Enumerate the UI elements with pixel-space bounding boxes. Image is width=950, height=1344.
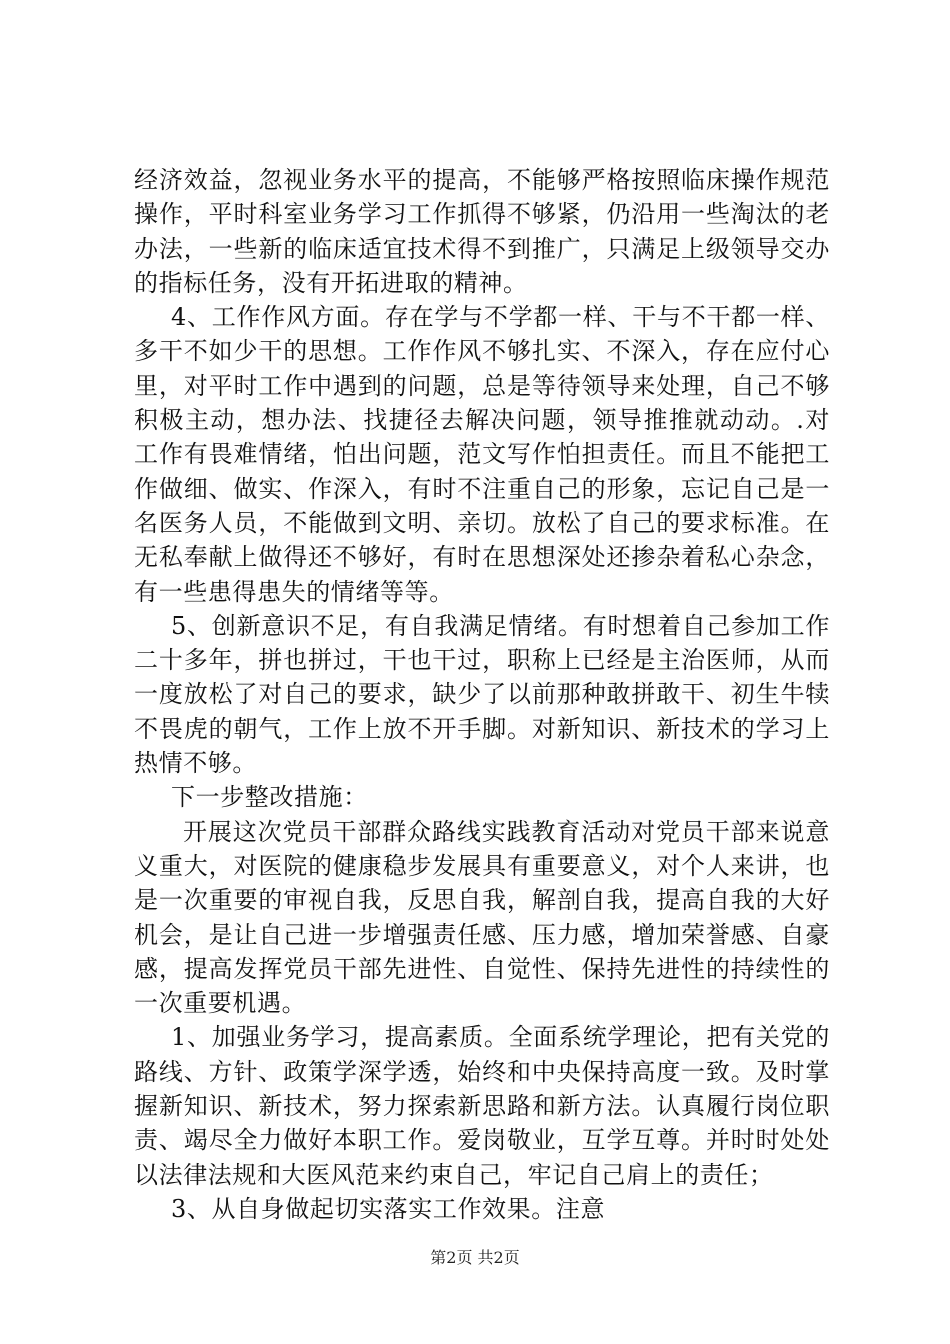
page-number-footer: 第2页 共2页	[430, 1248, 520, 1267]
paragraph-continuation: 经济效益，忽视业务水平的提高，不能够严格按照临床操作规范操作，平时科室业务学习工作抓得不够紧，仍沿用一些淘汰的老办法，一些新的临床适宜技术得不到推广，只满足上级领导交办的指标任务，没有开拓进取的精神。	[134, 166, 830, 297]
paragraph-activity-significance: 开展这次党员干部群众路线实践教育活动对党员干部来说意义重大，对医院的健康稳步发展具有重要意义，对个人来讲，也是一次重要的审视自我，反思自我，解剖自我，提高自我的大好机会，是让自己进一步增强责任感、压力感，增加荣誉感、自豪感，提高发挥党员干部先进性、自觉性、保持先进性的持续性的一次重要机遇。	[134, 817, 830, 1018]
paragraph-innovation: 5、创新意识不足，有自我满足情绪。有时想着自己参加工作二十多年，拼也拼过，干也干过，职称上已经是主治医师，从而一度放松了对自己的要求，缺少了以前那种敢拼敢干、初生牛犊不畏虎的朝气，工作上放不开手脚。对新知识、新技术的学习上热情不够。	[134, 611, 830, 778]
section-heading-next-steps: 下一步整改措施：	[171, 783, 368, 812]
paragraph-measure-1: 1、加强业务学习，提高素质。全面系统学理论，把有关党的路线、方针、政策学深学透，始终和中央保持高度一致。及时掌握新知识、新技术，努力探索新思路和新方法。认真履行岗位职责、竭尽全力做好本职工作。爱岗敬业，互学互尊。并时时处处以法律法规和大医风范来约束自己，牢记自己肩上的责任；	[134, 1023, 830, 1189]
paragraph-work-style: 4、工作作风方面。存在学与不学都一样、干与不干都一样、多干不如少干的思想。工作作风不够扎实、不深入，存在应付心里，对平时工作中遇到的问题，总是等待领导来处理，自己不够积极主动，想办法、找捷径去解决问题，领导推推就动动。.对工作有畏难情绪，怕出问题，范文写作怕担责任。而且不能把工作做细、做实、作深入，有时不注重自己的形象，忘记自己是一名医务人员，不能做到文明、亲切。放松了自己的要求标准。在无私奉献上做得还不够好，有时在思想深处还掺杂着私心杂念，有一些患得患失的情绪等等。	[134, 303, 830, 606]
document-body	[134, 163, 830, 1226]
paragraph-measure-3: 3、从自身做起切实落实工作效果。注意	[171, 1194, 606, 1223]
